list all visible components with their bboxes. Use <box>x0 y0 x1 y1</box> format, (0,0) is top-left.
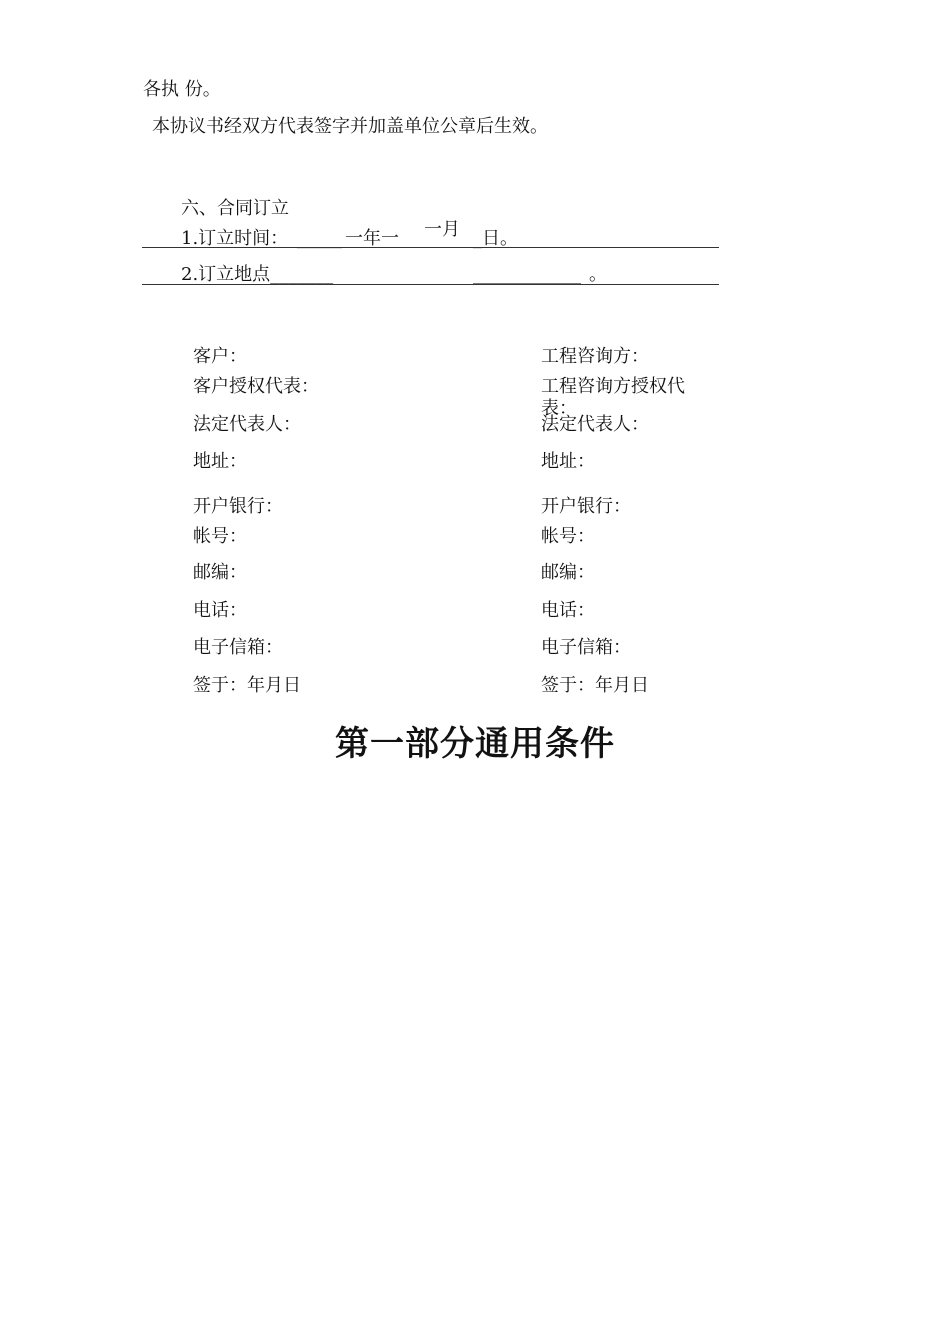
signing-time-year: 一年一 <box>345 228 399 249</box>
consultant-account-label: 帐号： <box>541 526 595 547</box>
consultant-postcode-label: 邮编： <box>541 562 595 583</box>
effective-clause: 本协议书经双方代表签字并加盖单位公章后生效。 <box>152 116 548 137</box>
client-party-label: 客户： <box>193 346 247 367</box>
client-signed-at-label: 签于：年月日 <box>193 675 301 696</box>
part-one-heading: 第一部分通用条件 <box>335 724 615 764</box>
consultant-phone-label: 电话： <box>541 600 595 621</box>
consultant-email-label: 电子信箱： <box>541 637 631 658</box>
signing-time-label: 1.订立时间： <box>181 228 289 249</box>
client-bank-label: 开户银行： <box>193 496 283 517</box>
signing-time-blank: _____ <box>297 228 342 249</box>
consultant-signed-at-label: 签于：年月日 <box>541 675 649 696</box>
signing-place-label: 2.订立地点_______ <box>181 264 334 285</box>
signing-time-day: _日。 <box>473 228 518 249</box>
consultant-legal-rep-label: 法定代表人： <box>541 414 649 435</box>
signing-place-rule <box>142 284 719 285</box>
signing-place-blank: ____________ <box>473 264 581 285</box>
client-phone-label: 电话： <box>193 600 247 621</box>
copies-line: 各执 份。 <box>143 79 221 100</box>
client-address-label: 地址： <box>193 451 247 472</box>
consultant-party-label: 工程咨询方： <box>541 346 649 367</box>
client-postcode-label: 邮编： <box>193 562 247 583</box>
client-legal-rep-label: 法定代表人： <box>193 414 301 435</box>
client-account-label: 帐号： <box>193 526 247 547</box>
consultant-address-label: 地址： <box>541 451 595 472</box>
client-email-label: 电子信箱： <box>193 637 283 658</box>
signing-place-end: 。 <box>589 264 607 285</box>
section-six-title: 六、合同订立 <box>181 198 289 219</box>
signing-time-rule <box>142 247 719 248</box>
consultant-bank-label: 开户银行： <box>541 496 631 517</box>
consultant-auth-rep-label: 工程咨询方授权代表： <box>541 376 685 419</box>
client-auth-rep-label: 客户授权代表： <box>193 376 319 397</box>
signing-time-month: 一月 <box>424 219 460 240</box>
